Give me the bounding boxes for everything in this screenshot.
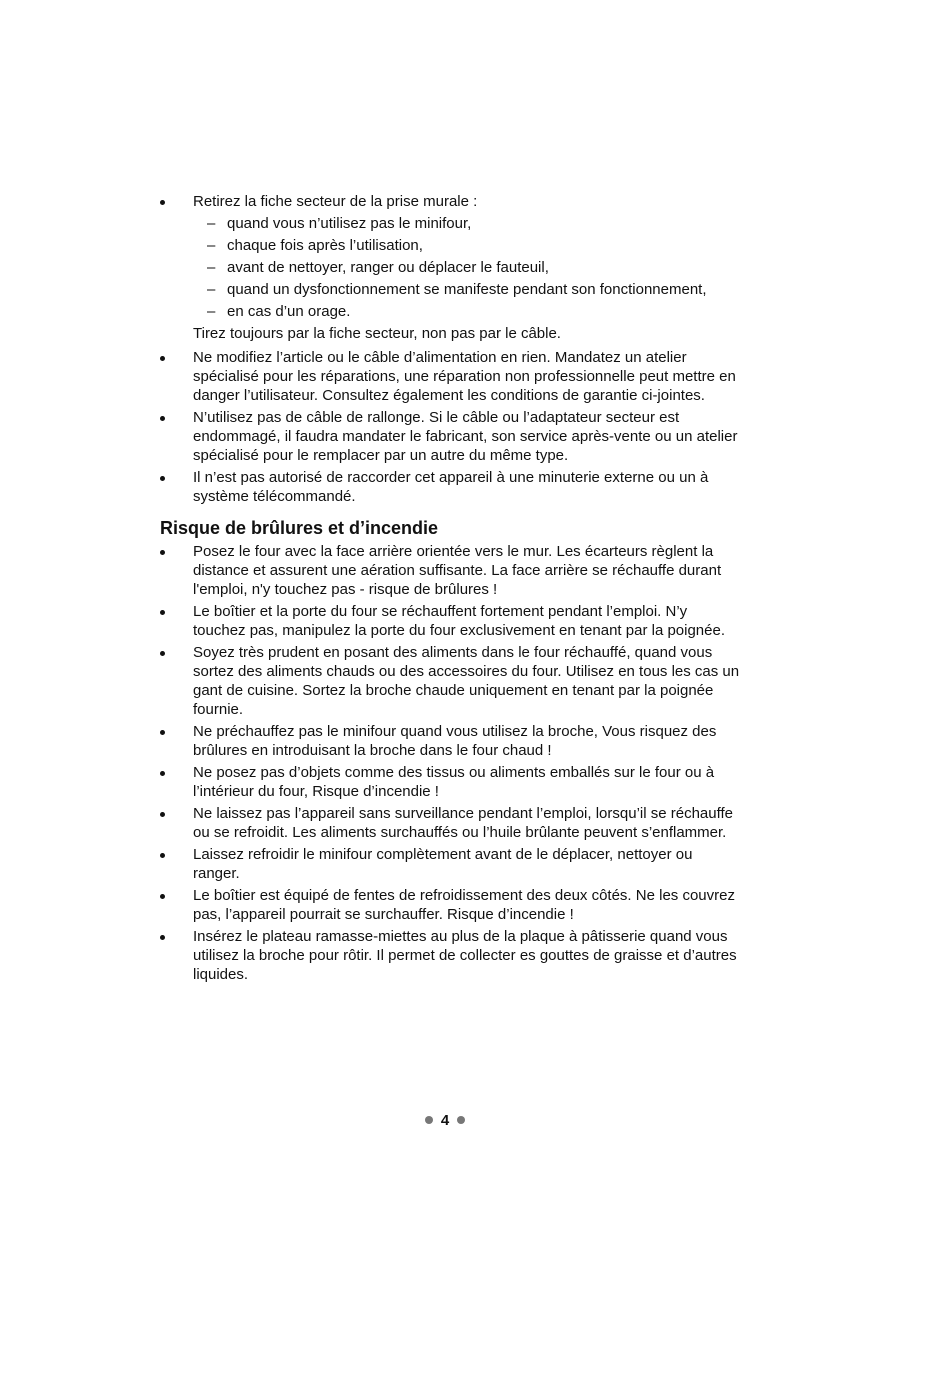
list-item <box>160 927 740 984</box>
list-item <box>160 348 740 405</box>
dash-list <box>193 214 740 321</box>
bullet-icon <box>160 771 165 776</box>
list-item <box>160 804 740 842</box>
list-item-text: Ne laissez pas l’appareil sans surveillance pendant l’emploi, lorsqu’il se réchauffe ou se refroidit. Les aliments surchauffés ou l’huile brûlante peuvent s’enflammer. <box>193 805 734 841</box>
page-number: 4 <box>440 1112 450 1129</box>
list-item <box>160 886 740 924</box>
list-item-text: Insérez le plateau ramasse-miettes au plus de la plaque à pâtisserie quand vous utilisez la broche pour rôtir. Il permet de collecter es gouttes de graisse et d’autres liquides. <box>193 928 737 983</box>
list-item <box>160 602 740 640</box>
dash-item <box>193 236 740 255</box>
bullet-icon <box>160 894 165 899</box>
page-footer <box>0 1111 890 1131</box>
list-item-text: N’utilisez pas de câble de rallonge. Si le câble ou l’adaptateur secteur est endommagé, il faudra mandater le fabricant, son service après-vente ou un atelier spécialisé pour le remplacer par un autre du même type. <box>193 409 738 464</box>
bullet-icon <box>160 610 165 615</box>
bullet-icon <box>160 935 165 940</box>
dash-item <box>193 280 740 299</box>
list-item <box>160 468 740 506</box>
page-content <box>160 192 740 987</box>
dash-item-text: avant de nettoyer, ranger ou déplacer le fauteuil, <box>227 259 549 276</box>
bullet-icon <box>160 651 165 656</box>
list-item-text: Posez le four avec la face arrière orientée vers le mur. Les écarteurs règlent la distance et assurent une aération suffisante. La face arrière se réchauffe durant l'emploi, n'y touchez pas - risque de brûlures ! <box>193 543 722 598</box>
bullet-icon <box>160 550 165 555</box>
bullet-icon <box>160 730 165 735</box>
unplug-note: Tirez toujours par la fiche secteur, non pas par le câble. <box>193 325 561 342</box>
list-item-text: Retirez la fiche secteur de la prise murale : <box>193 193 478 210</box>
dash-item-text: chaque fois après l’utilisation, <box>227 237 423 254</box>
list-item <box>160 763 740 801</box>
dot-icon <box>425 1116 433 1124</box>
dash-item-text: quand un dysfonctionnement se manifeste pendant son fonctionnement, <box>227 281 707 298</box>
bullet-icon <box>160 200 165 205</box>
dash-icon: – <box>207 303 216 320</box>
dash-icon: – <box>207 281 216 298</box>
list-item-text: Ne modifiez l’article ou le câble d’alimentation en rien. Mandatez un atelier spécialisé pour les réparations, une réparation non professionnelle peut mettre en danger l’utilisateur. Consultez également les conditions de garantie ci-jointes. <box>193 349 736 404</box>
list-item <box>160 542 740 599</box>
list-item <box>160 643 740 719</box>
list-item <box>160 722 740 760</box>
list-item-text: Ne préchauffez pas le minifour quand vous utilisez la broche, Vous risquez des brûlures en introduisant la broche dans le four chaud ! <box>193 723 717 759</box>
list-item-text: Le boîtier et la porte du four se réchauffent fortement pendant l’emploi. N’y touchez pas, manipulez la porte du four exclusivement en tenant par la poignée. <box>193 603 726 639</box>
dash-item <box>193 214 740 233</box>
list-item-text: Ne posez pas d’objets comme des tissus ou aliments emballés sur le four ou à l’intérieur du four, Risque d’incendie ! <box>193 764 715 800</box>
bullet-icon <box>160 356 165 361</box>
bullet-icon <box>160 812 165 817</box>
dash-item <box>193 258 740 277</box>
dash-item-text: quand vous n’utilisez pas le minifour, <box>227 215 472 232</box>
list-item-text: Le boîtier est équipé de fentes de refroidissement des deux côtés. Ne les couvrez pas, l’appareil pourrait se surchauffer. Risque d’incendie ! <box>193 887 735 923</box>
section-heading: Risque de brûlures et d’incendie <box>160 518 439 538</box>
dash-item <box>193 302 740 321</box>
dash-icon: – <box>207 259 216 276</box>
list-item <box>160 845 740 883</box>
bullet-icon <box>160 853 165 858</box>
dot-icon <box>457 1116 465 1124</box>
bullet-icon <box>160 476 165 481</box>
dash-icon: – <box>207 237 216 254</box>
bullet-icon <box>160 416 165 421</box>
dash-icon: – <box>207 215 216 232</box>
dash-item-text: en cas d’un orage. <box>227 303 351 320</box>
list-item-unplug <box>160 192 740 343</box>
list-item-text: Laissez refroidir le minifour complètement avant de le déplacer, nettoyer ou ranger. <box>193 846 693 882</box>
list-item-text: Soyez très prudent en posant des aliments dans le four réchauffé, quand vous sortez des aliments chauds ou des accessoires du four. Utilisez en tous les cas un gant de cuisine. Sortez la broche chaude uniquement en tenant par la poignée fournie. <box>193 644 740 718</box>
list-item-text: Il n’est pas autorisé de raccorder cet appareil à une minuterie externe ou un à système télécommandé. <box>193 469 709 505</box>
list-item <box>160 408 740 465</box>
